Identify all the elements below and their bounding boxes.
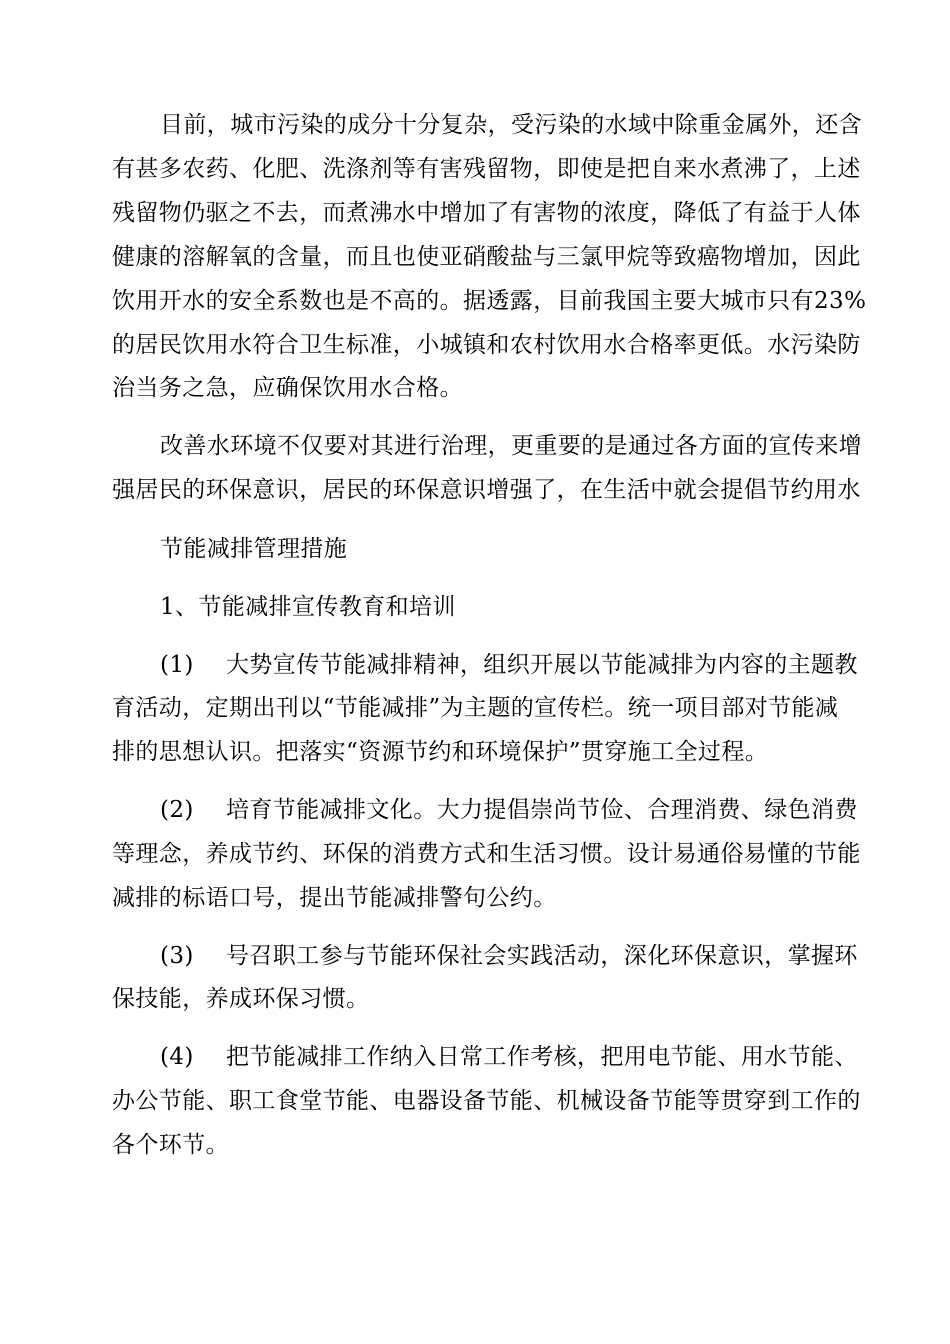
subsection-heading: 1、节能减排宣传教育和培训 <box>160 594 456 620</box>
list-item-2-first-line <box>160 795 858 825</box>
list-item-4-first-line <box>160 1042 858 1072</box>
list-item-4-line: 办公节能、职工食堂节能、电器设备节能、机械设备节能等贯穿到工作的 <box>112 1088 861 1114</box>
list-item-2-line: 等理念，养成节约、环保的消费方式和生活习惯。设计易通俗易懂的节能 <box>112 841 861 867</box>
section-heading: 节能减排管理措施 <box>160 536 348 562</box>
paragraph-1-line: 有甚多农药、化肥、洗涤剂等有害残留物，即使是把自来水煮沸了，上述 <box>112 156 861 182</box>
list-item-3-line: 保技能，养成环保习惯。 <box>112 986 370 1012</box>
list-item-text: 大势宣传节能减排精神，组织开展以节能减排为内容的主题教 <box>226 652 858 678</box>
paragraph-2-line: 改善水环境不仅要对其进行治理，更重要的是通过各方面的宣传来增 <box>160 433 862 459</box>
paragraph-1-line: 饮用开水的安全系数也是不高的。据透露，目前我国主要大城市只有23% <box>112 288 867 314</box>
list-item-2-line: 减排的标语口号，提出节能减排警句公约。 <box>112 885 557 911</box>
list-item-text: 培育节能减排文化。大力提倡崇尚节俭、合理消费、绿色消费 <box>226 797 858 823</box>
paragraph-1-line: 治当务之急，应确保饮用水合格。 <box>112 375 463 401</box>
list-item-number: (2) <box>160 797 194 823</box>
paragraph-1-line: 残留物仍驱之不去，而煮沸水中增加了有害物的浓度，降低了有益于人体 <box>112 200 861 226</box>
list-item-1-line: 育活动，定期出刊以“节能减排”为主题的宣传栏。统一项目部对节能减 <box>112 695 839 721</box>
list-item-number: (4) <box>160 1044 194 1070</box>
paragraph-1-line: 的居民饮用水符合卫生标准，小城镇和农村饮用水合格率更低。水污染防 <box>112 332 861 358</box>
paragraph-2-line: 强居民的环保意识，居民的环保意识增强了，在生活中就会提倡节约用水 <box>112 477 861 503</box>
list-item-number: (1) <box>160 652 194 678</box>
list-item-3-first-line <box>160 941 858 971</box>
paragraph-1-line: 健康的溶解氧的含量，而且也使亚硝酸盐与三氯甲烷等致癌物增加，因此 <box>112 244 861 270</box>
list-item-1-line: 排的思想认识。把落实“资源节约和环境保护”贯穿施工全过程。 <box>112 739 769 765</box>
list-item-1-first-line <box>160 650 858 680</box>
list-item-text: 号召职工参与节能环保社会实践活动，深化环保意识，掌握环 <box>226 943 858 969</box>
list-item-text: 把节能减排工作纳入日常工作考核，把用电节能、用水节能、 <box>226 1044 858 1070</box>
list-item-number: (3) <box>160 943 194 969</box>
paragraph-1-line: 目前，城市污染的成分十分复杂，受污染的水域中除重金属外，还含 <box>160 112 862 138</box>
list-item-4-line: 各个环节。 <box>112 1132 229 1158</box>
